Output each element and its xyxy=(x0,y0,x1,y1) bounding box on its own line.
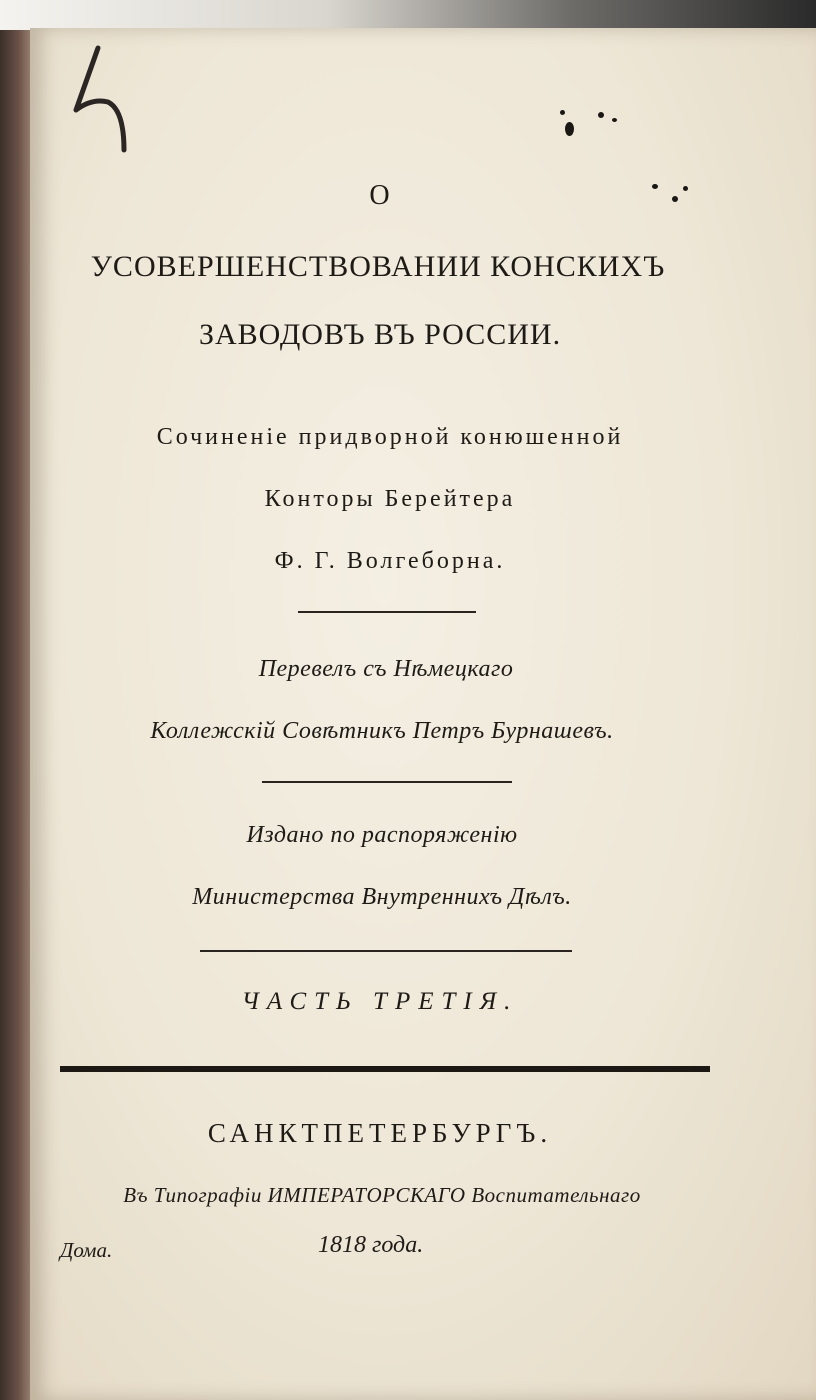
ink-speck xyxy=(612,118,617,122)
translator-line-1: Перевелъ съ Нѣмецкаго xyxy=(258,656,514,682)
divider-rule-2 xyxy=(262,781,512,783)
ink-speck xyxy=(565,122,574,136)
author-line-2: Конторы Берейтера xyxy=(264,486,516,512)
ink-speck xyxy=(598,112,604,118)
publisher-line-2: Министерства Внутреннихъ Дѣлъ. xyxy=(192,884,572,910)
divider-rule-thick xyxy=(60,1066,710,1072)
pencil-mark-icon xyxy=(62,40,142,160)
part-label: ЧАСТЬ ТРЕТІЯ. xyxy=(241,988,519,1015)
divider-rule-1 xyxy=(298,611,476,613)
city-name: САНКТПЕТЕРБУРГЪ. xyxy=(207,1118,553,1148)
printer-house: Дома. xyxy=(60,1238,113,1262)
ink-speck xyxy=(560,110,565,115)
title-preposition: О xyxy=(369,180,391,211)
translator-line-2: Коллежскій Совѣтникъ Петръ Бурнашевъ. xyxy=(150,718,614,744)
divider-rule-3 xyxy=(200,950,572,952)
publisher-line-1: Издано по распоряженію xyxy=(246,822,518,848)
printer-line: Въ Типографіи ИМПЕРАТОРСКАГО Воспитательнаго xyxy=(123,1183,641,1207)
author-line-1: Сочиненіе придворной конюшенной xyxy=(156,424,624,450)
title-line-1: УСОВЕРШЕНСТВОВАНИИ КОНСКИХЪ xyxy=(90,250,666,283)
title-line-2: ЗАВОДОВЪ ВЪ РОССИИ. xyxy=(198,318,562,351)
publication-year: 1818 года. xyxy=(318,1232,424,1258)
author-line-3: Ф. Г. Волгеборна. xyxy=(274,548,506,574)
